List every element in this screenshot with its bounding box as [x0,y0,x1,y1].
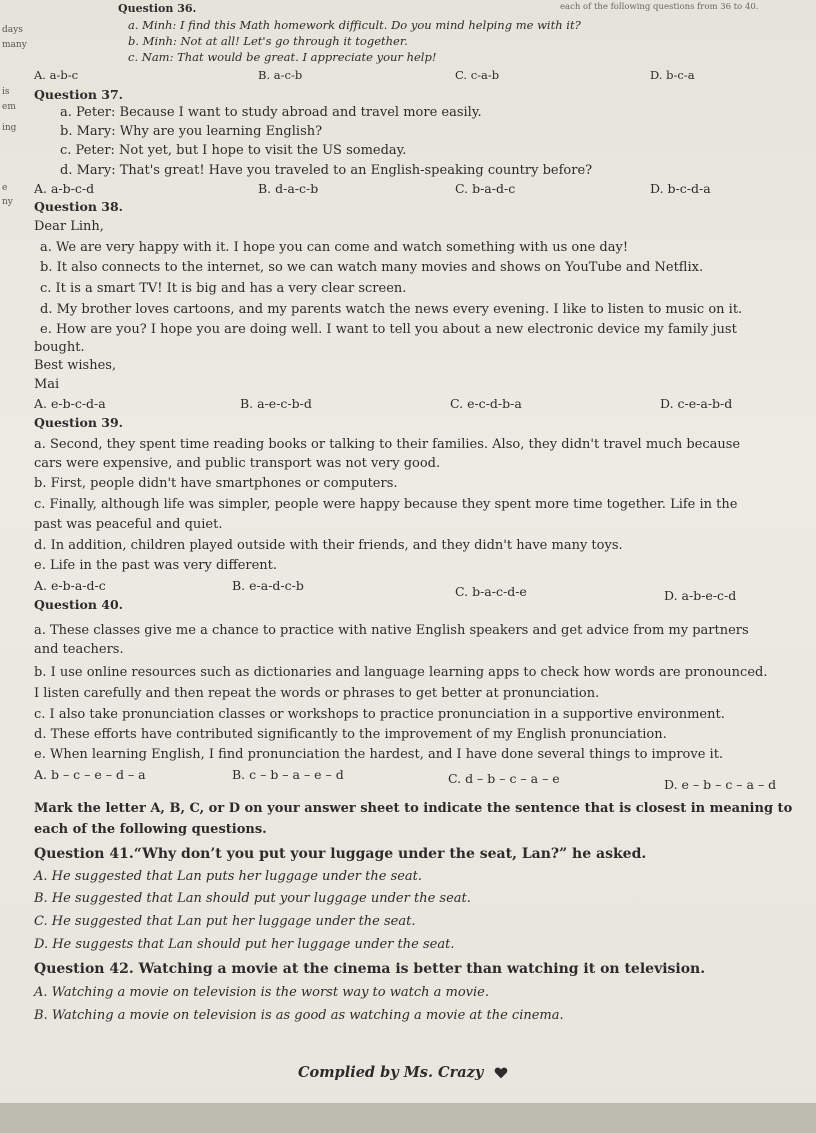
left-edge-text: ny [2,197,13,207]
q38-option-a: A. e-b-c-d-a [34,396,106,411]
q39-line-d: d. In addition, children played outside with their friends, and they didn't have many toys. [34,538,623,553]
q42-option-a: A. Watching a movie on television is the worst way to watch a movie. [34,985,489,1000]
q37-option-d: D. b-c-d-a [650,181,711,196]
question-38-label: Question 38. [34,199,124,214]
q38-greeting: Dear Linh, [34,219,104,234]
question-37-label: Question 37. [34,87,124,102]
instruction-line-2: each of the following questions. [34,822,267,837]
q38-option-b: B. a-e-c-b-d [240,396,312,411]
q40-line-a: a. These classes give me a chance to practice with native English speakers and get advice from my partners [34,623,749,638]
question-39-label: Question 39. [34,415,124,430]
q39-line-c-cont: past was peaceful and quiet. [34,517,223,532]
q37-line-c: c. Peter: Not yet, but I hope to visit the US someday. [60,143,407,158]
question-40-label: Question 40. [34,597,124,612]
q38-line-c: c. It is a smart TV! It is big and has a very clear screen. [40,281,407,296]
left-edge-text: em [2,102,16,112]
q40-line-b-cont: I listen carefully and then repeat the words or phrases to get better at pronunciation. [34,686,600,701]
q39-option-d: D. a-b-e-c-d [664,588,737,603]
q39-line-a: a. Second, they spent time reading books or talking to their families. Also, they didn't travel much because [34,437,741,452]
q38-closing: Best wishes, [34,358,117,373]
q40-option-b: B. c – b – a – e – d [232,767,344,782]
q41-option-b: B. He suggested that Lan should put your luggage under the seat. [34,891,471,906]
question-42-prompt: Question 42. Watching a movie at the cinema is better than watching it on television. [34,961,706,977]
q39-line-c: c. Finally, although life was simpler, people were happy because they spent more time together. Life in the [34,497,738,512]
q38-option-d: D. c-e-a-b-d [660,396,733,411]
heart-icon [494,1067,508,1079]
q41-option-d: D. He suggests that Lan should put her luggage under the seat. [34,937,455,952]
q36-option-c: C. c-a-b [455,68,500,82]
question-41-prompt: Question 41.“Why don’t you put your luggage under the seat, Lan?” he asked. [34,846,647,862]
instruction-line-1: Mark the letter A, B, C, or D on your answer sheet to indicate the sentence that is closest in meaning to [34,801,793,816]
left-edge-text: many [2,40,27,50]
question-36-label: Question 36. [118,2,197,15]
q37-line-b: b. Mary: Why are you learning English? [60,124,323,139]
page-bottom-shadow [0,1103,816,1133]
q42-option-b: B. Watching a movie on television is as good as watching a movie at the cinema. [34,1008,564,1023]
q38-line-e: e. How are you? I hope you are doing well. I want to tell you about a new electronic device my family just [40,322,737,337]
q40-line-b: b. I use online resources such as dictionaries and language learning apps to check how words are pronounced. [34,665,768,680]
q39-line-b: b. First, people didn't have smartphones or computers. [34,476,398,491]
left-edge-text: ing [2,123,17,133]
q38-line-b: b. It also connects to the internet, so we can watch many movies and shows on YouTube and Netflix. [40,260,704,275]
q37-option-b: B. d-a-c-b [258,181,319,196]
q40-option-a: A. b – c – e – d – a [34,767,146,782]
q36-line-b: b. Minh: Not at all! Let's go through it together. [128,34,408,48]
q37-line-d: d. Mary: That's great! Have you traveled to an English-speaking country before? [60,163,593,178]
q40-line-d: d. These efforts have contributed significantly to the improvement of my English pronunciation. [34,727,667,742]
q37-line-a: a. Peter: Because I want to study abroad and travel more easily. [60,105,482,120]
left-edge-text: days [2,25,23,35]
q38-option-c: C. e-c-d-b-a [450,396,522,411]
q36-line-c: c. Nam: That would be great. I appreciate your help! [128,50,437,64]
q39-option-b: B. e-a-d-c-b [232,578,304,593]
q40-line-e: e. When learning English, I find pronunciation the hardest, and I have done several things to improve it. [34,747,724,762]
q36-option-a: A. a-b-c [34,68,79,82]
q40-option-d: D. e – b – c – a – d [664,777,777,792]
q37-option-c: C. b-a-d-c [455,181,516,196]
left-edge-text: e [2,183,8,193]
q40-line-a-cont: and teachers. [34,642,124,657]
left-edge-text: is [2,87,10,97]
q38-name: Mai [34,377,60,392]
q40-option-c: C. d – b – c – a – e [448,771,560,786]
q38-line-d: d. My brother loves cartoons, and my parents watch the news every evening. I like to listen to music on it. [40,302,743,317]
q39-line-e: e. Life in the past was very different. [34,558,278,573]
footer-credit [298,1064,508,1081]
footer-text: Complied by Ms. Crazy [298,1064,484,1081]
q41-option-a: A. He suggested that Lan puts her luggage under the seat. [34,869,423,884]
top-right-instruction: each of the following questions from 36 to 40. [560,2,759,12]
q36-option-d: D. b-c-a [650,68,695,82]
q38-line-a: a. We are very happy with it. I hope you can come and watch something with us one day! [40,240,629,255]
q36-line-a: a. Minh: I find this Math homework difficult. Do you mind helping me with it? [128,18,581,32]
q37-option-a: A. a-b-c-d [34,181,95,196]
q39-line-a-cont: cars were expensive, and public transport was not very good. [34,456,441,471]
q40-line-c: c. I also take pronunciation classes or workshops to practice pronunciation in a supportive environment. [34,707,725,722]
q39-option-c: C. b-a-c-d-e [455,584,527,599]
q39-option-a: A. e-b-a-d-c [34,578,106,593]
q38-line-e-cont: bought. [34,340,85,355]
q41-option-c: C. He suggested that Lan put her luggage under the seat. [34,914,416,929]
q36-option-b: B. a-c-b [258,68,303,82]
